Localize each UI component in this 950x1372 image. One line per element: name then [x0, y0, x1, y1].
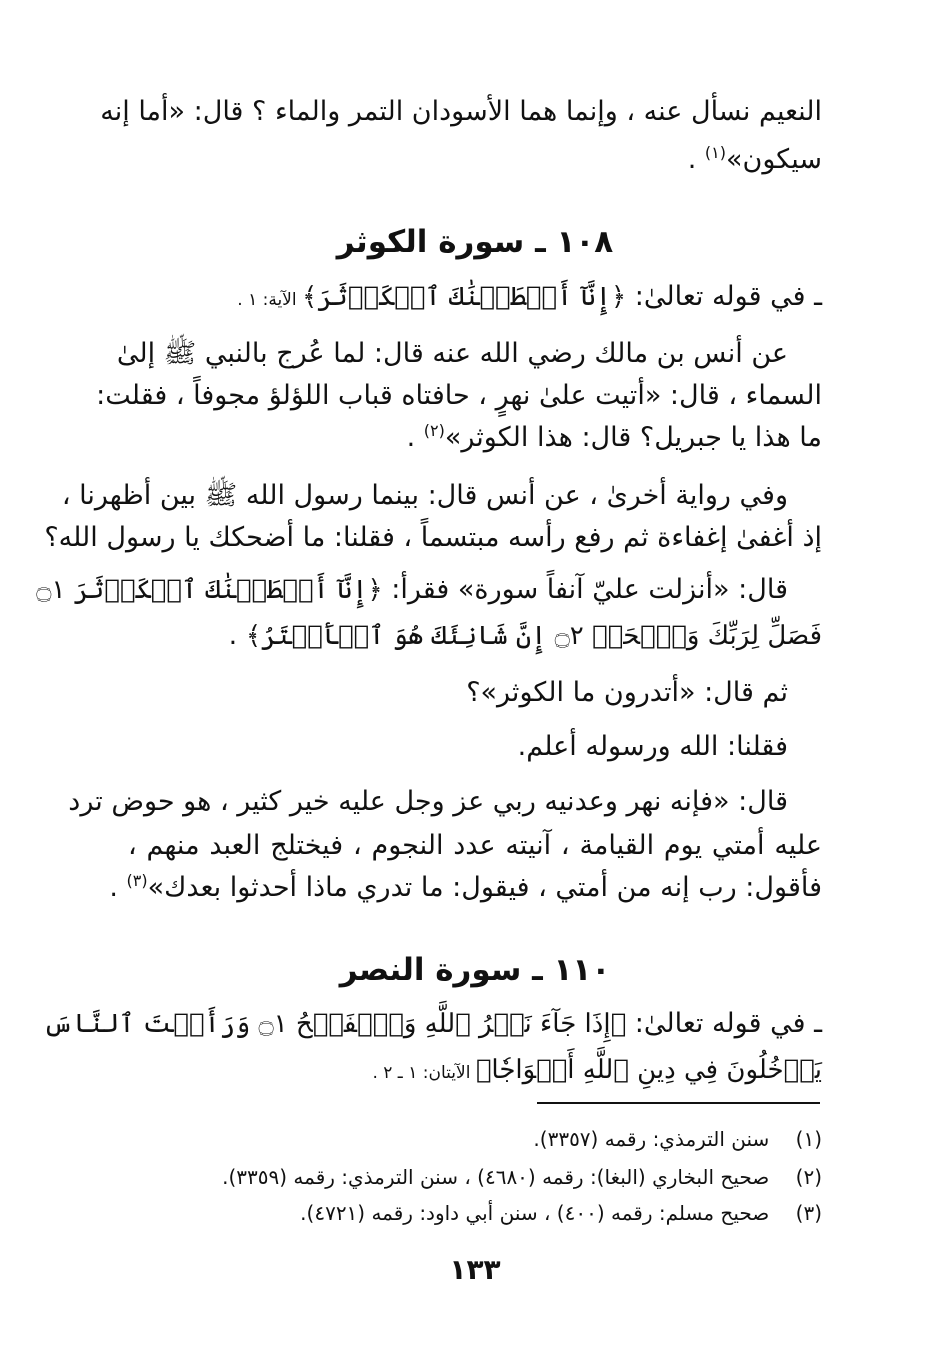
- p6-line-3-text: فأقول: رب إنه من أمتي ، فيقول: ما تدري ماذا أحدثوا بعدك»: [147, 872, 822, 903]
- section-heading-108: ١٠٨ ـ سورة الكوثر: [336, 224, 614, 260]
- p1-line-3: [128, 418, 822, 458]
- intro-line-2-text: سيكون»: [726, 144, 822, 175]
- p4-line: ثم قال: «أتدرون ما الكوثر»؟: [466, 677, 788, 708]
- p3-line-2: [128, 616, 822, 656]
- verse-line-110-2: [128, 1050, 822, 1093]
- p1-end: .: [406, 422, 424, 453]
- footnote-2: [122, 1162, 822, 1192]
- footnote-divider: [537, 1102, 820, 1104]
- verse-line-108: [128, 277, 822, 320]
- page-number: ١٣٣: [449, 1253, 501, 1286]
- p1-line-1: عن أنس بن مالك رضي الله عنه قال: لما عُرج بالنبي ﷺ إلىٰ: [116, 338, 788, 369]
- footnote-1-text: سنن الترمذي: رقمه (٣٣٥٧).: [533, 1127, 770, 1151]
- verse-line-110-1: [43, 1004, 822, 1044]
- p3-intro: قال: «أنزلت عليّ آنفاً سورة» فقرأ:: [382, 574, 788, 605]
- p6-line-1: قال: «فإنه نهر وعدنيه ربي عز وجل عليه خير كثير ، هو حوض ترد: [68, 786, 788, 817]
- verse-intro-108: ـ في قوله تعالىٰ:: [626, 281, 822, 312]
- p6-end: .: [109, 872, 127, 903]
- quran-verse-110-a: ﴿إِذَا جَآءَ نَصۡرُ ٱللَّهِ وَٱلۡفَتۡحُ ۝١ وَرَأَيۡتَ ٱلنَّاسَ: [43, 1009, 627, 1039]
- intro-line-2-end: .: [687, 144, 705, 175]
- p5-line: فقلنا: الله ورسوله أعلم.: [517, 731, 788, 762]
- verse-intro-110: ـ في قوله تعالىٰ:: [626, 1008, 822, 1039]
- footnote-3-text: صحيح مسلم: رقمه (٤٠٠) ، سنن أبي داود: رقمه (٤٧٢١).: [300, 1201, 770, 1225]
- footnote-3: [122, 1198, 822, 1228]
- p2-line-1: وفي رواية أخرىٰ ، عن أنس قال: بينما رسول الله ﷺ بين أظهرنا ،: [61, 480, 788, 511]
- footnote-1: [122, 1124, 822, 1154]
- quran-verse-108: ﴿إِنَّآ أَعۡطَيۡنَٰكَ ٱلۡكَوۡثَرَ﴾: [302, 282, 627, 312]
- verse-ref-110: الآيتان: ١ ـ ٢ .: [372, 1063, 476, 1083]
- quran-verse-110-b: يَدۡخُلُونَ فِي دِينِ ٱللَّهِ أَفۡوَاجٗا﴾: [475, 1055, 822, 1085]
- p2-line-2: إذ أغفىٰ إغفاءة ثم رفع رأسه مبتسماً ، فقلنا: ما أضحكك يا رسول الله؟: [44, 522, 822, 553]
- footnote-2-num: (٢): [795, 1165, 822, 1189]
- p6-line-3: [109, 868, 822, 908]
- quran-verse-108-a: ﴿إِنَّآ أَعۡطَيۡنَٰكَ ٱلۡكَوۡثَرَ ۝١: [36, 575, 383, 605]
- p1-line-2: السماء ، قال: «أتيت علىٰ نهرٍ ، حافتاه قباب اللؤلؤ مجوفاً ، فقلت:: [96, 380, 822, 411]
- footnote-marker-3: (٣): [126, 871, 148, 890]
- intro-line-1: النعيم نسأل عنه ، وإنما هما الأسودان التمر والماء ؟ قال: «أما إنه: [100, 96, 822, 127]
- footnote-marker-1: (١): [704, 143, 727, 162]
- verse-ref-108: الآية: ١ .: [237, 290, 303, 310]
- footnote-marker-2: (٢): [423, 421, 445, 440]
- p1-line-3-text: ما هذا يا جبريل؟ قال: هذا الكوثر»: [444, 422, 822, 453]
- section-heading-110: ١١٠ ـ سورة النصر: [339, 952, 611, 988]
- p3-line-1: [36, 570, 788, 610]
- footnote-3-num: (٣): [795, 1201, 822, 1225]
- p6-line-2: عليه أمتي يوم القيامة ، آنيته عدد النجوم ، فيختلج العبد منهم ،: [128, 830, 822, 861]
- quran-verse-108-b: فَصَلِّ لِرَبِّكَ وَٱنۡحَرۡ ۝٢ إِنَّ شَانِئَكَ هُوَ ٱلۡأَبۡتَرُ﴾: [245, 621, 822, 651]
- p3-end: .: [228, 620, 246, 651]
- intro-line-2: [128, 140, 822, 180]
- footnote-2-text: صحيح البخاري (البغا): رقمه (٤٦٨٠) ، سنن الترمذي: رقمه (٣٣٥٩).: [222, 1165, 770, 1189]
- footnote-1-num: (١): [795, 1127, 822, 1151]
